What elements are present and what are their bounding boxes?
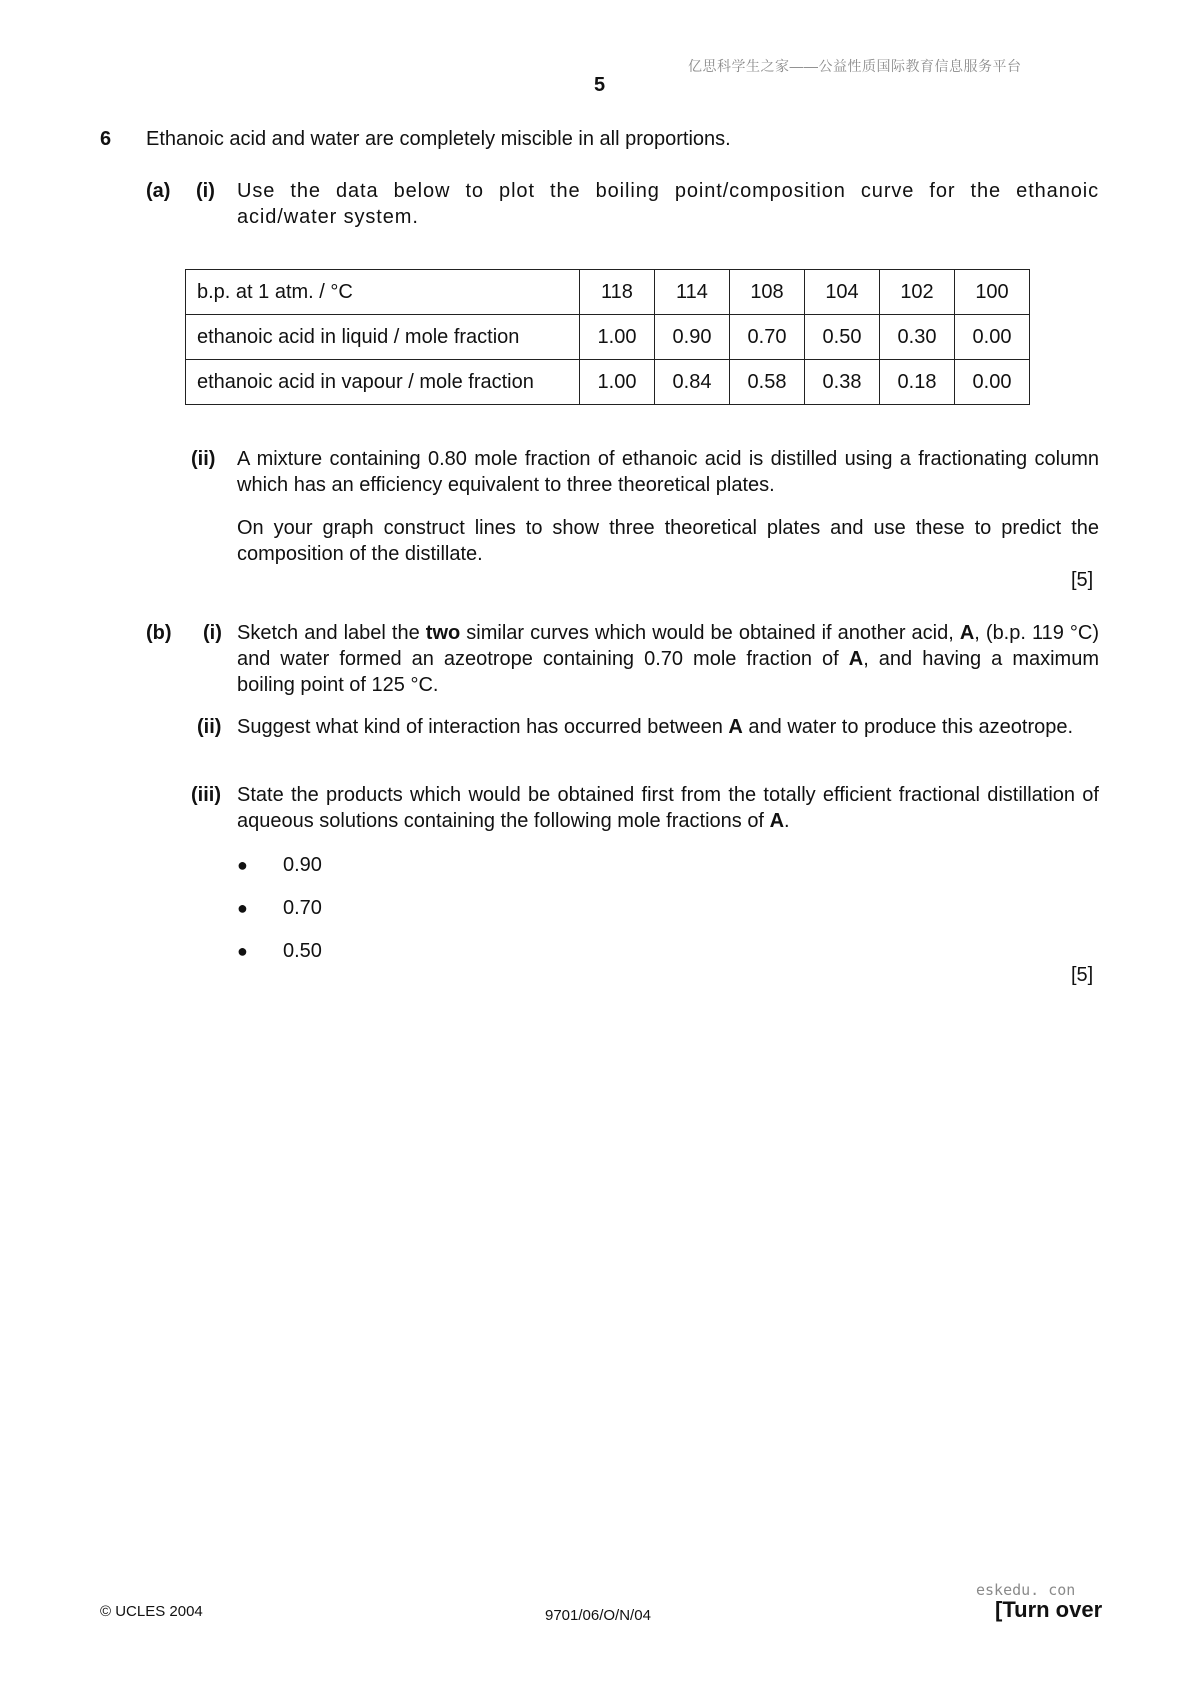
bold-emphasis: A xyxy=(728,716,743,738)
page-number: 5 xyxy=(594,74,606,96)
table-cell: 1.00 xyxy=(580,360,655,405)
bullet-icon: ● xyxy=(237,941,248,961)
table-cell: 0.18 xyxy=(880,360,955,405)
bullet-icon: ● xyxy=(237,855,248,875)
table-row xyxy=(186,360,1030,405)
text-segment: . xyxy=(784,810,790,832)
text-segment: and water to produce this azeotrope. xyxy=(742,716,1074,738)
table-cell: 0.70 xyxy=(730,315,805,360)
table-cell: 0.90 xyxy=(655,315,730,360)
footer-copyright: © UCLES 2004 xyxy=(100,1603,203,1620)
row-header: ethanoic acid in liquid / mole fraction xyxy=(186,315,580,360)
list-item: 0.70 xyxy=(283,897,322,919)
part-b-iii-text xyxy=(237,782,1099,834)
list-item: 0.90 xyxy=(283,854,322,876)
part-a-label: (a) xyxy=(146,180,171,202)
part-b-ii-text xyxy=(237,714,1099,740)
table-cell: 102 xyxy=(880,270,955,315)
table-cell: 118 xyxy=(580,270,655,315)
table-row xyxy=(186,315,1030,360)
data-table xyxy=(185,269,1030,405)
question-number: 6 xyxy=(100,128,112,150)
part-b-i-label: (i) xyxy=(203,622,222,644)
table-cell: 0.58 xyxy=(730,360,805,405)
part-b-i-text xyxy=(237,620,1099,698)
part-b-marks: [5] xyxy=(1071,964,1094,986)
part-a-ii-text2: On your graph construct lines to show three theoretical plates and use these to predict the composition of the distillate. xyxy=(237,517,1099,565)
footer-code: 9701/06/O/N/04 xyxy=(545,1607,651,1624)
table-cell: 1.00 xyxy=(580,315,655,360)
part-a-ii-label: (ii) xyxy=(191,448,216,470)
bullet-icon: ● xyxy=(237,898,248,918)
text-segment: , (b.p. 119 °C) and water formed an azeotrope containing 0.70 mole fraction of xyxy=(237,622,1100,670)
bold-emphasis: two xyxy=(425,622,461,644)
text-segment: similar curves which would be obtained if another acid, xyxy=(460,622,960,644)
text-segment: State the products which would be obtained first from the totally efficient fractional distillation of aqueous solutions containing the following mole fractions of xyxy=(237,784,1099,832)
text-segment: Suggest what kind of interaction has occurred between xyxy=(237,716,729,738)
table-cell: 100 xyxy=(955,270,1030,315)
turn-over-label: [Turn over xyxy=(995,1597,1103,1622)
table-cell: 0.84 xyxy=(655,360,730,405)
bold-emphasis: A xyxy=(769,810,785,832)
table-cell: 104 xyxy=(805,270,880,315)
part-b-label: (b) xyxy=(146,622,172,644)
part-b-iii-label: (iii) xyxy=(191,784,221,806)
text-segment: , and having a maximum boiling point of 125 °C. xyxy=(237,648,1099,696)
row-header: b.p. at 1 atm. / °C xyxy=(186,270,580,315)
footer-watermark: eskedu. con xyxy=(976,1581,1076,1599)
table-cell: 114 xyxy=(655,270,730,315)
part-b-ii-label: (ii) xyxy=(197,716,222,738)
list-item: 0.50 xyxy=(283,940,322,962)
header-watermark: 亿思科学生之家——公益性质国际教育信息服务平台 xyxy=(688,58,1022,74)
bold-emphasis: A xyxy=(848,648,864,670)
bold-emphasis: A xyxy=(959,622,975,644)
part-a-i-text: Use the data below to plot the boiling point/composition curve for the ethanoic acid/water system. xyxy=(237,180,1099,228)
table-row xyxy=(186,270,1030,315)
table-cell: 0.00 xyxy=(955,360,1030,405)
table-cell: 0.00 xyxy=(955,315,1030,360)
row-header: ethanoic acid in vapour / mole fraction xyxy=(186,360,580,405)
table-cell: 0.50 xyxy=(805,315,880,360)
part-a-marks: [5] xyxy=(1071,569,1094,591)
table-cell: 0.30 xyxy=(880,315,955,360)
table-cell: 108 xyxy=(730,270,805,315)
question-intro: Ethanoic acid and water are completely miscible in all proportions. xyxy=(146,128,731,150)
text-segment: Sketch and label the xyxy=(237,622,426,644)
table-cell: 0.38 xyxy=(805,360,880,405)
part-a-i-label: (i) xyxy=(196,180,215,202)
part-a-ii-text1: A mixture containing 0.80 mole fraction of ethanoic acid is distilled using a fractionating column which has an efficiency equivalent to three theoretical plates. xyxy=(237,448,1099,496)
